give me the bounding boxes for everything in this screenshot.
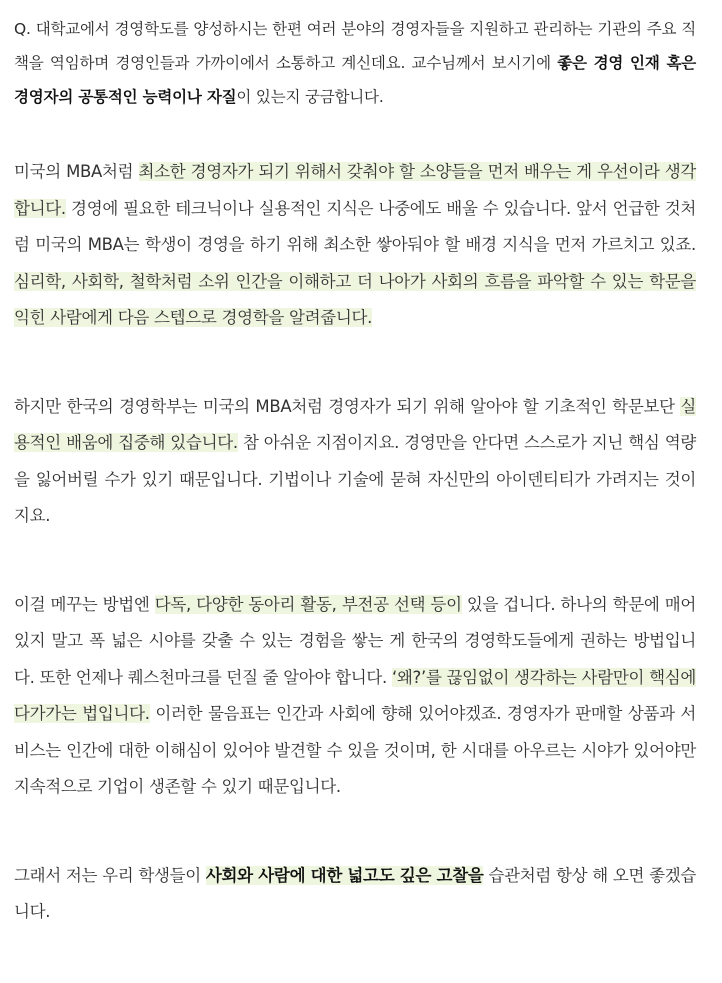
highlighted-text: 실용적인 배움에 집중해 있습니다. (14, 396, 696, 452)
highlighted-text: 최소한 경영자가 되기 위해서 갖춰야 할 소양들을 먼저 배우는 게 우선이라 생각합니다. (14, 162, 697, 218)
answer-paragraph-2 (14, 389, 696, 535)
paragraph-text: 미국의 MBA처럼 (14, 162, 139, 181)
paragraph-text: 하지만 한국의 경영학부는 미국의 MBA처럼 경영자가 되기 위해 알아야 할 기초적인 학문보단 (14, 396, 681, 416)
answer-paragraph-4 (14, 858, 696, 931)
answer-paragraph-3 (14, 587, 696, 806)
paragraph-text: 그래서 저는 우리 학생들이 (14, 865, 206, 885)
paragraph-text: 습관처럼 항상 해 오면 좋겠습니다. (14, 865, 696, 921)
highlighted-text: ‘왜?’를 끊임없이 생각하는 사람만이 핵심에 다가가는 법입니다. (14, 667, 696, 723)
answer-paragraph-1 (14, 154, 696, 337)
paragraph-text: 이걸 메꾸는 방법엔 (14, 594, 155, 614)
paragraph-text: 이러한 물음표는 인간과 사회에 향해 있어야겠죠. 경영자가 판매할 상품과 서비스는 인간에 대한 이해심이 있어야 발견할 수 있을 것이며, 한 시대를 아우르는 시야가 있어야만 지속적으로 기업이 생존할 수 있기 때문입니다. (14, 704, 696, 796)
highlighted-bold-text: 사회와 사람에 대한 넓고도 깊은 고찰을 (205, 865, 484, 885)
paragraph-text: 참 아쉬운 지점이지요. 경영만을 안다면 스스로가 지닌 핵심 역량을 잃어버릴 수가 있기 때문입니다. 기법이나 기술에 묻혀 자신만의 아이덴티티가 가려지는 것이지요. (14, 433, 696, 525)
article-body (14, 12, 696, 983)
highlighted-text: 다독, 다양한 동아리 활동, 부전공 선택 등이 (154, 594, 462, 614)
paragraph-text: 있을 겁니다. 하나의 학문에 매어 있지 말고 폭 넓은 시야를 갖출 수 있는 경험을 쌓는 게 한국의 경영학도들에게 권하는 방법입니다. 또한 언제나 퀘스천마크를 던질 줄 알아야 합니다. (14, 594, 696, 687)
question-emphasis: 좋은 경영 인재 혹은 경영자의 공통적인 능력이나 자질 (14, 54, 696, 106)
highlighted-text: 심리학, 사회학, 철학처럼 소위 인간을 이해하고 더 나아가 사회의 흐름을 파악할 수 있는 학문을 익힌 사람에게 다음 스텝으로 경영학을 알려줍니다. (14, 271, 696, 327)
interview-question (14, 12, 696, 114)
question-text-end: 이 있는지 궁금합니다. (236, 88, 384, 106)
question-text: Q. 대학교에서 경영학도를 양성하시는 한편 여러 분야의 경영자들을 지원하고 관리하는 기관의 주요 직책을 역임하며 경영인들과 가까이에서 소통하고 계신데요. 교수님께서 보시기에 (14, 20, 696, 72)
paragraph-text: 경영에 필요한 테크닉이나 실용적인 지식은 나중에도 배울 수 있습니다. 앞서 언급한 것처럼 미국의 MBA는 학생이 경영을 하기 위해 최소한 쌓아둬야 할 배경 지식을 먼저 가르치고 있죠. (14, 198, 696, 254)
